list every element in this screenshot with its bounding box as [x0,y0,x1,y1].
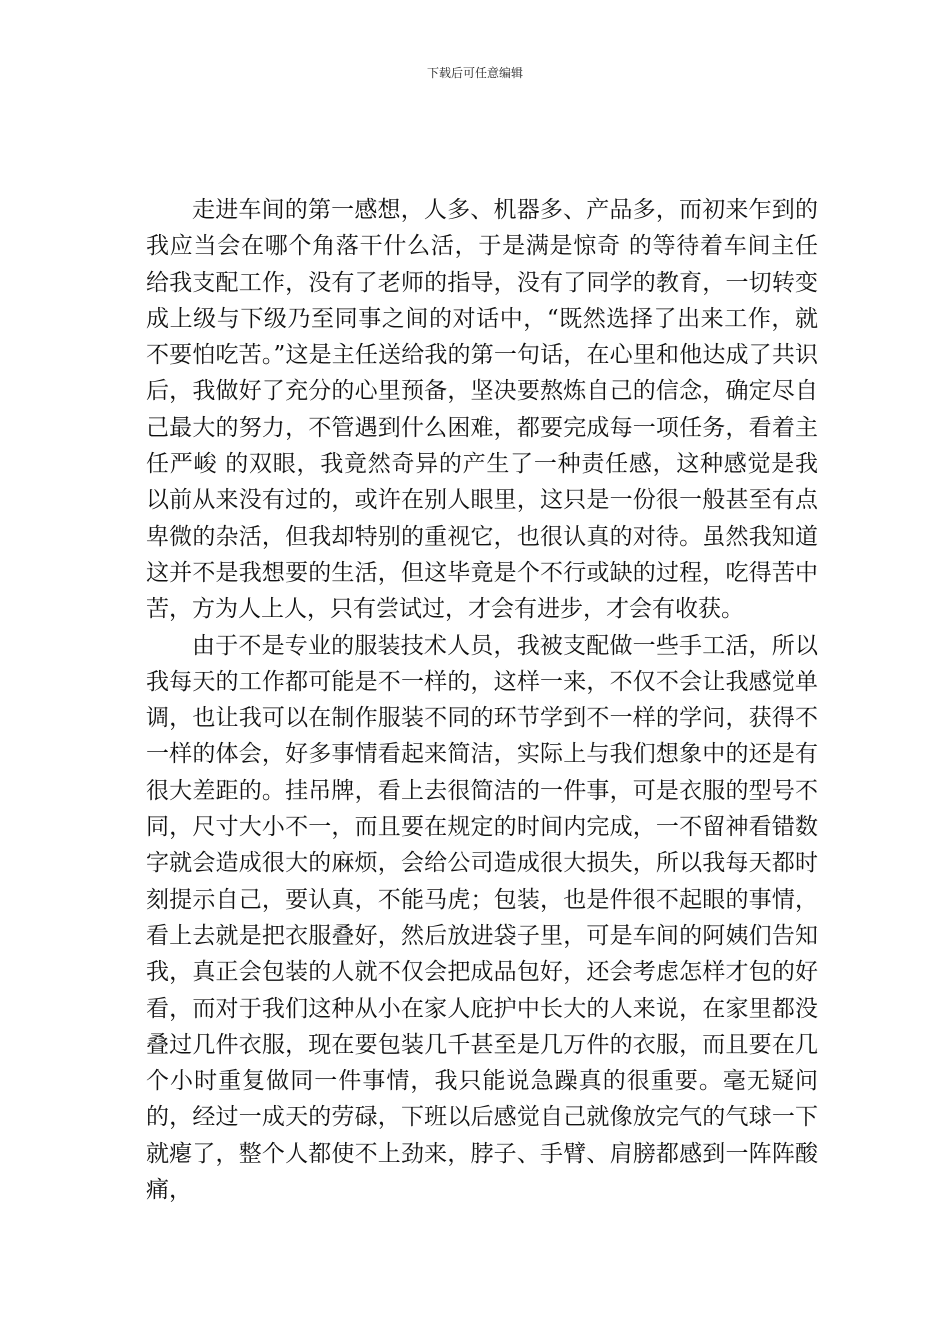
paragraph-1: 走进车间的第一感想，人多、机器多、产品多，而初来乍到的我应当会在哪个角落干什么活，于是满是惊奇 的等待着车间主任给我支配工作，没有了老师的指导，没有了同学的教育，一切转变成上级与下级乃至同事之间的对话中，“既然选择了出来工作，就不要怕吃苦。”这是主任送给我的第一句话，在心里和他达成了共识后，我做好了充分的心里预备，坚决要熬炼自己的信念，确定尽自己最大的努力，不管遇到什么困难，都要完成每一项任务，看着主任严峻 的双眼，我竟然奇异的产生了一种责任感，这种感觉是我以前从来没有过的，或许在别人眼里，这只是一份很一般甚至有点卑微的杂活，但我却特别的重视它，也很认真的对待。虽然我知道这并不是我想要的生活，但这毕竟是个不行或缺的过程，吃得苦中苦，方为人上人，只有尝试过，才会有进步，才会有收获。 [146,197,818,623]
page-header: 下载后可任意编辑 [426,66,523,80]
document-body [146,192,818,1208]
paragraph-2: 由于不是专业的服装技术人员，我被支配做一些手工活，所以我每天的工作都可能是不一样的，这样一来，不仅不会让我感觉单调，也让我可以在制作服装不同的环节学到不一样的学问，获得不一样的体会，好多事情看起来简洁，实际上与我们想象中的还是有很大差距的。挂吊牌，看上去很简洁的一件事，可是衣服的型号不同，尺寸大小不一，而且要在规定的时间内完成，一不留神看错数字就会造成很大的麻烦，会给公司造成很大损失，所以我每天都时刻提示自己，要认真，不能马虎；包装，也是件很不起眼的事情，看上去就是把衣服叠好，然后放进袋子里，可是车间的阿姨们告知我，真正会包装的人就不仅会把成品包好，还会考虑怎样才包的好看，而对于我们这种从小在家人庇护中长大的人来说，在家里都没叠过几件衣服，现在要包装几千甚至是几万件的衣服，而且要在几个小时重复做同一件事情，我只能说急躁真的很重要。毫无疑问的，经过一成天的劳碌，下班以后感觉自己就像放完气的气球一下就瘪了，整个人都使不上劲来，脖子、手臂、肩膀都感到一阵阵酸痛， [146,632,818,1204]
